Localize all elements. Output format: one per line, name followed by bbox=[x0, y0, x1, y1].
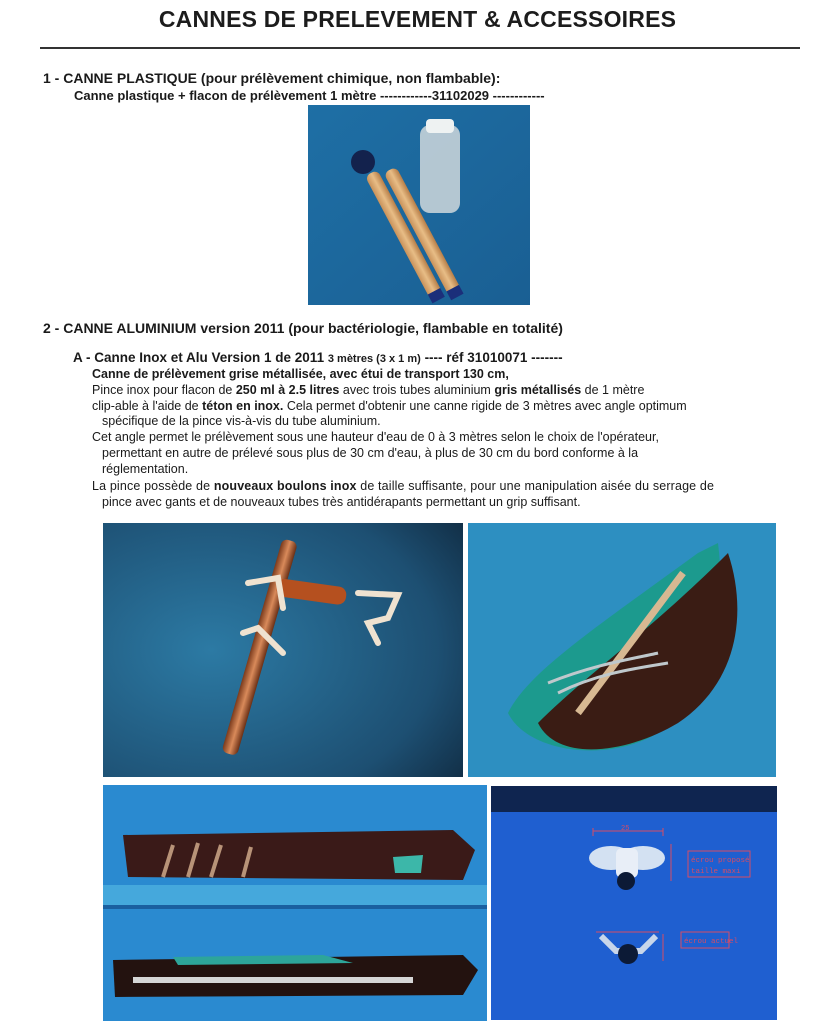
section2-heading: 2 - CANNE ALUMINIUM version 2011 (pour bactériologie, flambable en totalité) bbox=[43, 320, 563, 336]
plastic-rod-and-bottle-photo bbox=[308, 105, 530, 305]
nut-label-proposed: écrou proposé bbox=[691, 857, 750, 865]
text-run-bold: gris métallisés bbox=[494, 383, 582, 397]
subsection-a-title-length: 3 mètres (3 x 1 m) bbox=[327, 353, 421, 365]
nut-dim-25: 25 bbox=[621, 825, 630, 833]
text-run: La pince possède de bbox=[92, 479, 214, 493]
nut-label-max-size: taille maxi bbox=[691, 868, 741, 876]
subsection-a-title-ref: ---- réf 31010071 ------- bbox=[424, 350, 563, 365]
text-run: de taille suffisante, pour une manipulation aisée du serrage de bbox=[356, 479, 715, 493]
text-run: Pince inox pour flacon de bbox=[92, 383, 236, 397]
subsection-a-line6: permettant en autre de prélevé sous plus de 30 cm d'eau, à plus de 30 cm du bord conforme à la bbox=[102, 446, 639, 460]
section1-heading: 1 - CANNE PLASTIQUE (pour prélèvement chimique, non flambable): bbox=[43, 70, 501, 86]
text-run: de 1 mètre bbox=[581, 383, 645, 397]
carry-case-closed-and-open-photo bbox=[103, 785, 487, 1021]
subsection-a-title bbox=[73, 350, 563, 365]
nut-label-current: écrou actuel bbox=[684, 938, 739, 946]
subsection-a-line7: réglementation. bbox=[102, 462, 189, 476]
page-title: CANNES DE PRELEVEMENT & ACCESSOIRES bbox=[158, 6, 677, 32]
subsection-a-title-main: A - Canne Inox et Alu Version 1 de 2011 bbox=[73, 350, 325, 365]
text-run-bold: téton en inox. bbox=[202, 399, 284, 413]
rod-in-carry-case-photo bbox=[468, 523, 776, 777]
subsection-a-line5: Cet angle permet le prélèvement sous une hauteur d'eau de 0 à 3 mètres selon le choix de l'opérateur, bbox=[92, 430, 659, 444]
subsection-a-line8 bbox=[92, 479, 714, 495]
text-run-bold: 250 ml à 2.5 litres bbox=[235, 383, 340, 397]
subsection-a-line9: pince avec gants et de nouveaux tubes très antidérapants permettant un grip suffisant. bbox=[102, 495, 581, 509]
subsection-a-line2 bbox=[92, 383, 644, 399]
section1-product-line: Canne plastique + flacon de prélèvement 1 mètre ------------31102029 ------------ bbox=[74, 88, 545, 103]
subsection-a-line4: spécifique de la pince vis-à-vis du tube aluminium. bbox=[102, 414, 381, 428]
text-run: Cela permet d'obtenir une canne rigide de 3 mètres avec angle optimum bbox=[283, 399, 687, 413]
sampling-clamp-photo bbox=[103, 523, 463, 777]
text-run: avec trois tubes aluminium bbox=[339, 383, 495, 397]
subsection-a-line1: Canne de prélèvement grise métallisée, avec étui de transport 130 cm, bbox=[92, 367, 509, 381]
wing-nut-comparison-photo bbox=[491, 786, 777, 1020]
subsection-a-line3 bbox=[92, 399, 687, 415]
title-divider bbox=[40, 47, 800, 49]
text-run-bold: nouveaux boulons inox bbox=[213, 479, 357, 493]
text-run: clip-able à l'aide de bbox=[92, 399, 203, 413]
